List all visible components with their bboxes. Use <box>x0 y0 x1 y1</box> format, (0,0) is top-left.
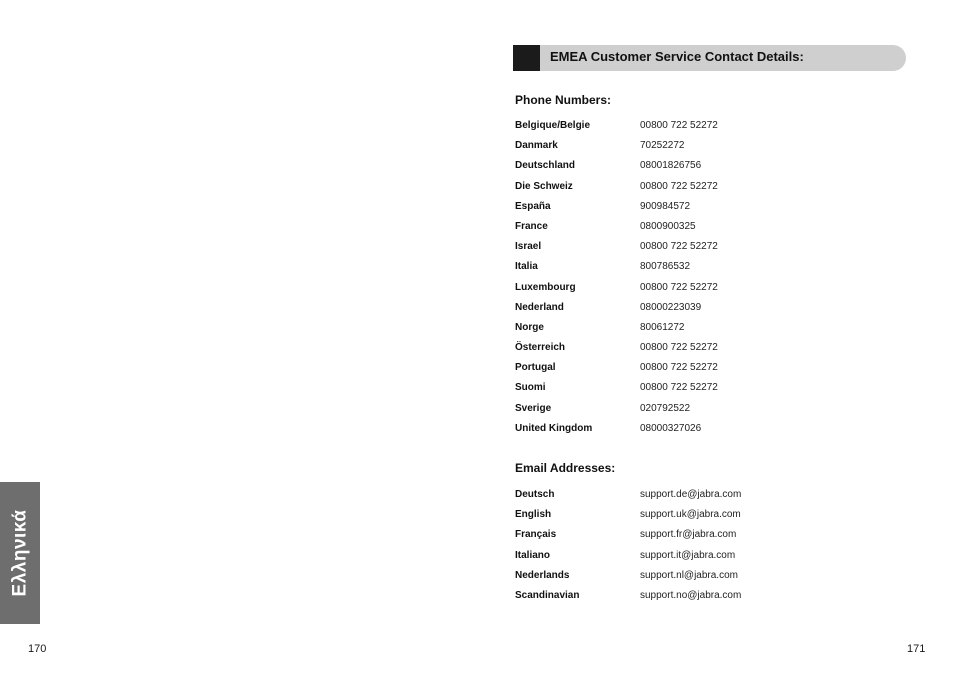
email-section-title: Email Addresses: <box>515 461 616 475</box>
email-row-label: English <box>515 509 552 521</box>
header-accent-block <box>513 45 540 71</box>
phone-row-label: España <box>515 200 551 212</box>
email-row <box>515 570 875 590</box>
phone-row-label: Deutschland <box>515 160 576 172</box>
email-row-label: Français <box>515 529 557 541</box>
phone-row-label: Nederland <box>515 301 564 313</box>
phone-row-label: Portugal <box>515 362 556 374</box>
phone-row <box>515 261 875 281</box>
page-number-left: 170 <box>28 643 47 655</box>
email-row-value: support.no@jabra.com <box>640 589 742 601</box>
phone-row-label: Die Schweiz <box>515 180 573 192</box>
phone-row-label: Suomi <box>515 382 546 394</box>
page-number-right: 171 <box>907 643 926 655</box>
phone-row <box>515 241 875 261</box>
email-row-label: Italiano <box>515 549 551 561</box>
phone-row-value: 08000327026 <box>640 422 702 434</box>
phone-row-value: 70252272 <box>640 140 685 152</box>
phone-row-label: Belgique/Belgie <box>515 120 591 131</box>
email-row <box>515 529 875 549</box>
phone-row <box>515 140 875 160</box>
phone-row <box>515 403 875 423</box>
email-row <box>515 489 875 509</box>
phone-row <box>515 322 875 342</box>
phone-row-label: Israel <box>515 241 542 253</box>
phone-row-value: 08000223039 <box>640 301 702 313</box>
phone-row-value: 00800 722 52272 <box>640 180 718 192</box>
email-row-value: support.it@jabra.com <box>640 549 736 561</box>
phone-row-label: Norge <box>515 321 544 333</box>
phone-number-list <box>515 120 875 443</box>
phone-row-value: 0800900325 <box>640 220 696 232</box>
email-row-value: support.de@jabra.com <box>640 489 742 500</box>
phone-row-value: 80061272 <box>640 321 685 333</box>
phone-row-value: 00800 722 52272 <box>640 281 718 293</box>
phone-row-label: Sverige <box>515 402 552 414</box>
phone-row <box>515 221 875 241</box>
section-header-bar <box>513 45 906 71</box>
phone-row-value: 020792522 <box>640 402 691 414</box>
phone-row-label: Italia <box>515 261 538 273</box>
phone-section-title: Phone Numbers: <box>515 93 612 107</box>
phone-row-value: 00800 722 52272 <box>640 241 718 253</box>
phone-row-value: 00800 722 52272 <box>640 342 718 354</box>
email-row-value: support.nl@jabra.com <box>640 569 738 581</box>
phone-row <box>515 302 875 322</box>
email-row <box>515 550 875 570</box>
phone-row <box>515 423 875 443</box>
phone-row-label: Luxembourg <box>515 281 576 293</box>
phone-row-label: France <box>515 220 548 232</box>
email-row <box>515 509 875 529</box>
email-row-label: Nederlands <box>515 569 570 581</box>
phone-row <box>515 160 875 180</box>
email-row-value: support.fr@jabra.com <box>640 529 737 541</box>
phone-row-label: Österreich <box>515 342 566 354</box>
phone-row <box>515 181 875 201</box>
language-tab-label: Ελληνικά <box>9 509 30 597</box>
phone-row-value: 08001826756 <box>640 160 702 172</box>
phone-row <box>515 201 875 221</box>
email-row <box>515 590 875 610</box>
page-title: EMEA Customer Service Contact Details: <box>550 49 804 64</box>
email-row-value: support.uk@jabra.com <box>640 509 741 521</box>
phone-row-value: 800786532 <box>640 261 691 273</box>
phone-row <box>515 282 875 302</box>
phone-row-label: Danmark <box>515 140 558 152</box>
phone-row-label: United Kingdom <box>515 422 593 434</box>
phone-row-value: 00800 722 52272 <box>640 362 718 374</box>
phone-row <box>515 362 875 382</box>
phone-row <box>515 120 875 140</box>
phone-row-value: 00800 722 52272 <box>640 120 718 131</box>
phone-row <box>515 342 875 362</box>
phone-row-value: 900984572 <box>640 200 691 212</box>
email-row-label: Scandinavian <box>515 589 580 601</box>
phone-row-value: 00800 722 52272 <box>640 382 718 394</box>
language-tab <box>0 482 40 624</box>
email-address-list <box>515 489 875 610</box>
phone-row <box>515 382 875 402</box>
email-row-label: Deutsch <box>515 489 555 500</box>
